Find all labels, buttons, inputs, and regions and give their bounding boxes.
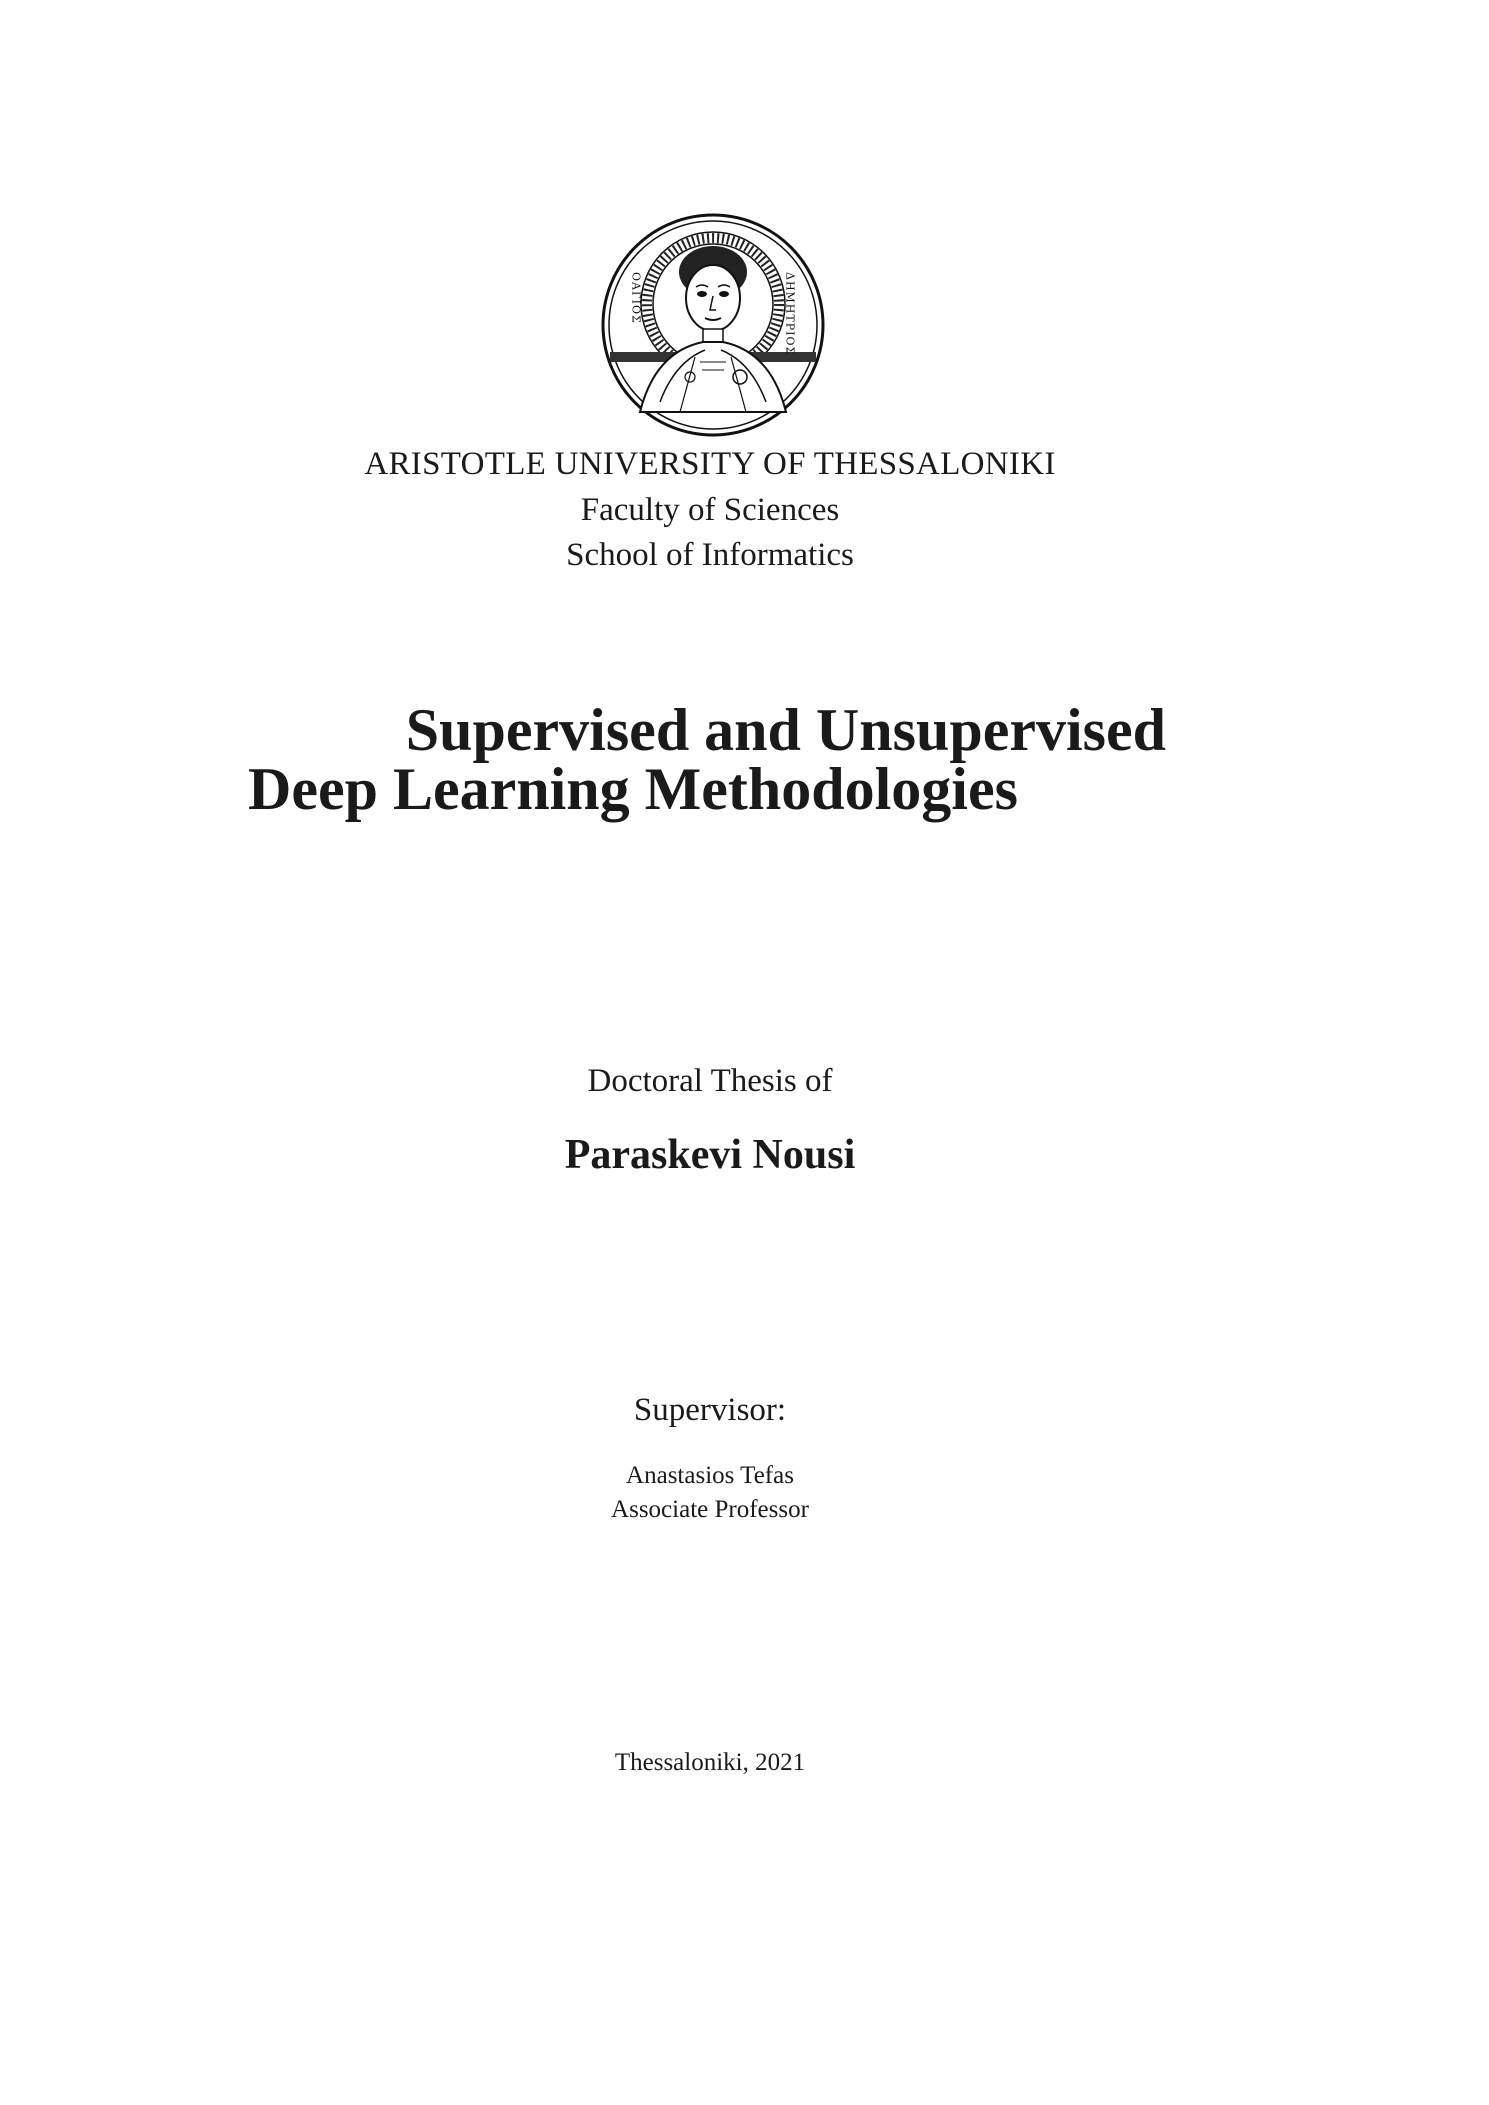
supervisor-label: Supervisor:	[633, 1392, 787, 1428]
thesis-title-line-2: Deep Learning Methodologies	[248, 756, 1018, 822]
university-seal-icon	[600, 212, 826, 438]
supervisor-title: Associate Professor	[611, 1496, 809, 1523]
place-and-date: Thessaloniki, 2021	[614, 1749, 806, 1776]
svg-text:ΔΗΜΗΤΡΙΟΣ: ΔΗΜΗΤΡΙΟΣ	[783, 272, 797, 356]
author-name: Paraskevi Nousi	[564, 1132, 856, 1178]
thesis-title-line-1: Supervised and Unsupervised	[405, 697, 1166, 763]
faculty-name: Faculty of Sciences	[580, 492, 840, 528]
school-name: School of Informatics	[566, 537, 854, 573]
university-name: ARISTOTLE UNIVERSITY OF THESSALONIKI	[364, 446, 1056, 482]
svg-text:ΟΑΓΙΟΣ: ΟΑΓΙΟΣ	[629, 272, 643, 324]
supervisor-name: Anastasios Tefas	[626, 1462, 794, 1489]
thesis-type-label: Doctoral Thesis of	[587, 1063, 833, 1099]
